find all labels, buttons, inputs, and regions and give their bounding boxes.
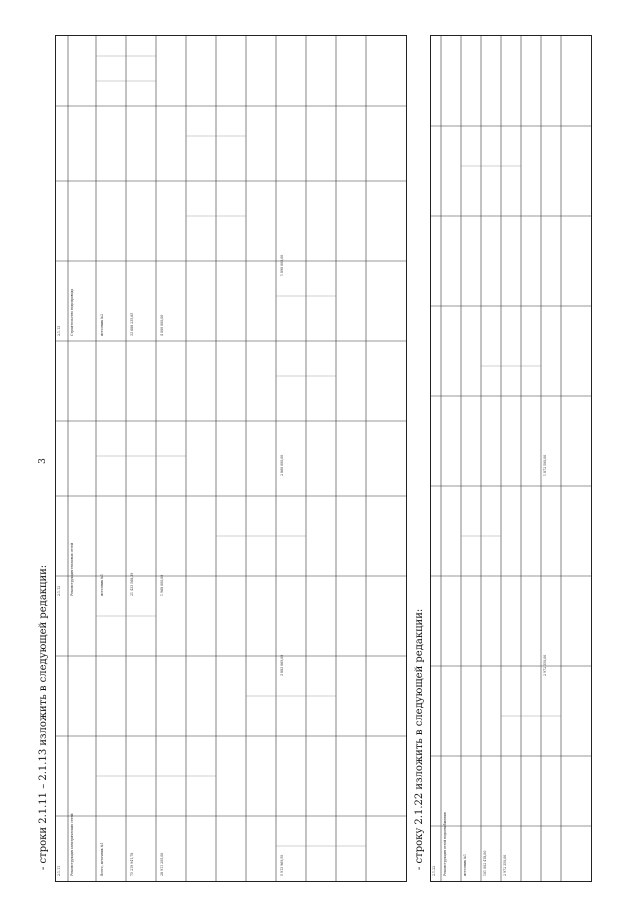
amount-value: 21 433 568,39 — [130, 572, 134, 596]
table-2-grid — [431, 36, 591, 881]
amount-value: 28 911 205,00 — [160, 852, 164, 876]
caption-first-amendment: - строки 2.1.11 – 2.1.13 изложить в следующей редакции: — [38, 564, 49, 870]
amendment-table-2 — [430, 35, 592, 882]
amount-value: 1 968 000,00 — [160, 574, 164, 596]
amount-value: 4 000 000,00 — [160, 314, 164, 336]
funding-source: Всего, источник №1 — [100, 842, 104, 876]
side-amount: 3 883 069,00 — [280, 654, 284, 676]
row-description: Реконструкция электрических сетей — [70, 813, 74, 876]
funding-source: источник №1 — [463, 854, 467, 876]
amount-value: 33 688 235,65 — [130, 312, 134, 336]
row-number: 2.1.11 — [57, 865, 61, 876]
amount-value: 2 972 350,00 — [503, 854, 507, 876]
row-description: Строительство водопровода — [70, 288, 74, 336]
table-1-grid — [56, 36, 406, 881]
funding-source: источник №2 — [100, 314, 104, 336]
row-number: 2.1.22 — [432, 865, 436, 876]
amount-value: 101 002 418,00 — [483, 850, 487, 876]
row-number: 2.1.13 — [57, 325, 61, 336]
side-amount: 5 913 969,50 — [280, 854, 284, 876]
page-number: 3 — [38, 458, 48, 464]
row-description: Реконструкция тепловых сетей — [70, 542, 74, 596]
row-number: 2.1.12 — [57, 585, 61, 596]
row-description: Реконструкция сетей водоснабжения — [443, 812, 447, 876]
side-amount: 1 872 500,00 — [543, 454, 547, 476]
amount-value: 75 219 941,78 — [130, 852, 134, 876]
amendment-table-1 — [55, 35, 407, 882]
side-amount: 1 890 000,00 — [280, 254, 284, 276]
side-amount: 2 860 000,00 — [280, 454, 284, 476]
caption-second-amendment: - строку 2.1.22 изложить в следующей редакции: — [414, 608, 425, 870]
funding-source: источник №1 — [100, 574, 104, 596]
side-amount: 2 972 350,00 — [543, 654, 547, 676]
